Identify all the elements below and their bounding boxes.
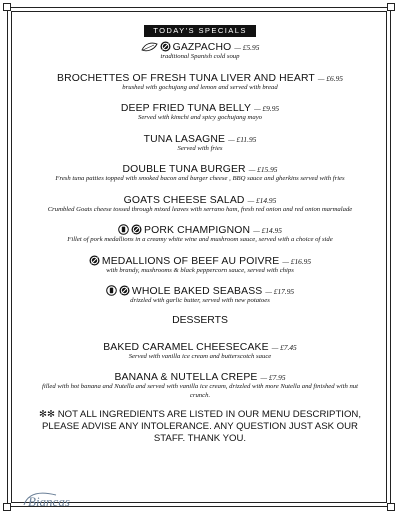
menu-item — [22, 254, 378, 276]
menu-item-description: Served with kimchi and spicy gochujang mayo — [137, 114, 263, 121]
menu-item-description: Served with fries — [177, 144, 223, 152]
menu-item — [22, 370, 378, 400]
menu-item — [22, 340, 378, 362]
menu-item-description: Crumbled Goats cheese tossed through mixed leaves with serrano ham, fresh red onion and red onion marmalade — [47, 205, 353, 213]
corner-ornament-bottom-right — [387, 503, 395, 511]
menu-item-title-line — [22, 284, 378, 296]
menu-item-name: WHOLE BAKED SEABASS — [131, 286, 263, 297]
menu-item-name: BAKED CARAMEL CHEESECAKE — [103, 341, 269, 353]
desserts-heading: DESSERTS — [172, 314, 228, 326]
menu-item-price: — £7.95 — [260, 373, 286, 382]
menu-item — [22, 40, 378, 62]
menu-item-description: brushed with gochujang and lemon and served with bread — [122, 83, 278, 91]
menu-item — [22, 71, 378, 93]
menu-item-title-line — [22, 370, 378, 382]
menu-item-price: — £14.95 — [253, 226, 282, 235]
menu-item-title-line — [22, 223, 378, 235]
menu-item — [22, 223, 378, 245]
menu-item-price: — £14.95 — [247, 195, 277, 205]
menu-item-price: — £7.45 — [271, 342, 297, 352]
corner-ornament-top-left — [3, 3, 11, 11]
menu-item-title-line — [22, 193, 378, 205]
menu-item-title-line — [22, 132, 378, 144]
menu-item-name: TUNA LASAGNE — [143, 133, 226, 145]
gluten-free-icon — [89, 255, 100, 268]
menu-item-description: Fillet of pork medallions in a creamy white wine and mushroom sauce, served with a choice of side — [67, 236, 333, 243]
menu-item-title-line — [22, 71, 378, 83]
allergen-note — [22, 409, 378, 445]
corner-ornament-bottom-left — [3, 503, 11, 511]
menu-item-title-line — [22, 162, 378, 174]
menu-item-name: MEDALLIONS OF BEEF AU POIVRE — [101, 255, 280, 267]
lactose-icon — [106, 285, 117, 298]
menu-item-title-line — [22, 101, 378, 113]
menu-item-name: DOUBLE TUNA BURGER — [122, 164, 246, 175]
menu-item-name: BANANA & NUTELLA CREPE — [114, 372, 258, 383]
specials-list — [22, 40, 378, 306]
menu-item-price: — £17.95 — [265, 287, 295, 296]
menu-item-title-line — [22, 340, 378, 352]
vegan-icon — [141, 42, 158, 54]
restaurant-logo: Biancas — [28, 494, 70, 509]
menu-item — [22, 101, 378, 123]
menu-item-description: with brandy, mushrooms & black peppercorn sauce, served with chips — [106, 266, 294, 274]
menu-item-description: traditional Spanish cold soup — [160, 53, 240, 60]
menu-item — [22, 162, 378, 184]
menu-item-description: filled with hot banana and Nutella and served with vanilla ice cream, drizzled with more Nutella and finished with nut crunch. — [41, 383, 359, 399]
desserts-list — [22, 340, 378, 401]
menu-item-price: — £9.95 — [254, 104, 280, 113]
menu-item-name: BROCHETTES OF FRESH TUNA LIVER AND HEART — [57, 72, 315, 84]
todays-specials-banner: TODAY'S SPECIALS — [144, 25, 256, 37]
menu-item — [22, 132, 378, 154]
menu-item-name: PORK CHAMPIGNON — [144, 225, 251, 236]
menu-item-price: — £5.95 — [234, 43, 260, 52]
menu-item-description: Fresh tuna patties topped with smoked bacon and burger cheese , BBQ sauce and gherkins served with fries — [55, 175, 345, 182]
menu-item-price: — £6.95 — [317, 73, 343, 83]
menu-item — [22, 284, 378, 306]
note-text: NOT ALL INGREDIENTS ARE LISTED IN OUR MENU DESCRIPTION, PLEASE ADVISE ANY INTOLERANCE. ANY QUESTION JUST ASK OUR STAFF. THANK YOU. — [42, 409, 362, 444]
menu-item-price: — £11.95 — [228, 134, 257, 144]
menu-item-name: GAZPACHO — [172, 42, 232, 53]
note-symbol: ✻✻ — [38, 409, 56, 420]
menu-item-price: — £15.95 — [248, 165, 278, 174]
menu-content — [22, 40, 378, 445]
menu-item-title-line — [22, 40, 378, 52]
menu-item-name: GOATS CHEESE SALAD — [123, 194, 245, 206]
menu-item-price: — £16.95 — [282, 256, 312, 266]
gluten-free-icon — [119, 285, 130, 298]
menu-item-title-line — [22, 254, 378, 266]
menu-item — [22, 193, 378, 215]
menu-item-description: Served with vanilla ice cream and butterscotch sauce — [128, 352, 272, 360]
menu-item-name: DEEP FRIED TUNA BELLY — [120, 103, 252, 114]
corner-ornament-top-right — [387, 3, 395, 11]
menu-item-description: drizzled with garlic butter, served with new potatoes — [130, 297, 270, 304]
